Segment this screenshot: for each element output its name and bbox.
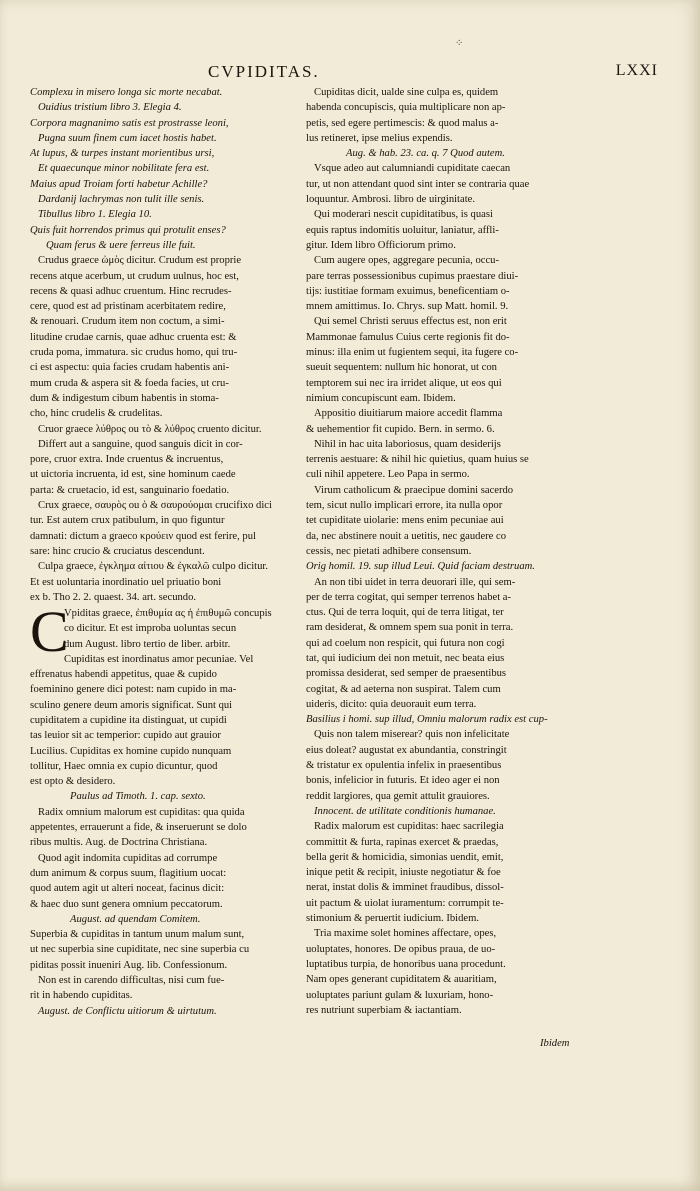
text-line: appetentes, errauerunt a fide, & inseruerunt se dolo xyxy=(30,822,247,834)
text-line: ribus multis. Aug. de Doctrina Christiana. xyxy=(30,837,208,849)
text-line: lus retineret, ipse melius expendis. xyxy=(306,132,453,144)
text-line: tet cupiditate uiolarie: mens enim pecuniae aui xyxy=(306,515,504,527)
text-line: culi nihil appetere. Leo Papa in sermo. xyxy=(306,469,470,481)
right-column xyxy=(306,85,574,1018)
text-line: cruda poma, immatura. sic crudus homo, qui tru- xyxy=(30,347,238,359)
text-line: Differt aut a sanguine, quod sanguis dicit in cor- xyxy=(38,438,243,450)
text-line: committit & furta, rapinas exercet & praedas, xyxy=(306,836,499,848)
text-line: damnati: dictum a graeco κρούειν quod est ferire, pul xyxy=(30,530,256,542)
text-line: ut uictoria incruenta, id est, sine hominum caede xyxy=(30,469,236,481)
text-line: cupiditatem a cupidine ita distinguat, ut cupidi xyxy=(30,714,227,726)
text-line: inique petit & recipit, iniuste negotiatur & foe xyxy=(306,867,501,879)
text-line: Qui semel Christi seruus effectus est, non erit xyxy=(314,316,507,328)
text-line: Quod agit indomita cupiditas ad corrumpe xyxy=(38,852,218,864)
text-line: eius doleat? augustat ex abundantia, constringit xyxy=(306,744,507,756)
text-line: Quam ferus & uere ferreus ille fuit. xyxy=(46,239,196,251)
text-line: loquuntur. Ambrosi. libro de uirginitate. xyxy=(306,194,475,206)
text-line: uit pactum & uiolat iuramentum: corrumpit te- xyxy=(306,897,504,909)
text-line: & uehementior fit cupido. Bern. in sermo. 6. xyxy=(306,423,495,435)
text-line: cere, quod est ad pristinam acerbitatem redire, xyxy=(30,301,226,313)
text-line: An non tibi uidet in terra deuorari ille, qui sem- xyxy=(314,576,516,588)
text-line: habenda concupiscis, quia multiplicare non ap- xyxy=(306,102,506,114)
text-line: Lucilius. Cupiditas ex homine cupido nunquam xyxy=(30,745,232,757)
text-line: August. de Conflictu uitiorum & uirtutum. xyxy=(38,1005,217,1017)
text-line: ci est aspectu: quia facies crudam habentis ani- xyxy=(30,362,230,374)
text-line: Qui moderari nescit cupiditatibus, is quasi xyxy=(314,209,493,221)
text-line: Corpora magnanimo satis est prostrasse leoni, xyxy=(30,117,229,129)
text-line: ram desiderat, & omnem spem sua ponit in terra. xyxy=(306,622,514,634)
text-line: sare: hinc crucio & cruciatus descendunt. xyxy=(30,545,205,557)
text-line: Cum augere opes, aggregare pecunia, occu- xyxy=(314,255,500,267)
text-line: Ouidius tristium libro 3. Elegia 4. xyxy=(38,102,182,114)
text-line: tollitur, Haec omnia ex cupio dicuntur, quod xyxy=(30,760,218,772)
text-line: Crux graece, σαυρὸς ou ὁ & σαυρούομαι crucifixo dici xyxy=(38,500,272,512)
text-line: uoluptates, honores. De opibus praua, de uo- xyxy=(306,943,496,955)
text-line: tas leuior sit ac temperior: cupido aut grauior xyxy=(30,730,221,742)
text-line: Mammonae famulus Cuius certe regionis fit do- xyxy=(306,331,510,343)
text-line: est opto & desidero. xyxy=(30,776,116,788)
text-line: August. ad quendam Comitem. xyxy=(70,913,201,925)
text-line: cessis, nec pietati adhibere consensum. xyxy=(306,545,472,557)
text-line: foeminino genere dici potest: nam cupido in ma- xyxy=(30,684,237,696)
text-line: Orig homil. 19. sup illud Leui. Quid faciam destruam. xyxy=(306,561,535,573)
text-line: sculino genere deum amoris significat. Sunt qui xyxy=(30,699,233,711)
text-line: bella gerit & homicidia, simonias uendit, emit, xyxy=(306,851,504,863)
text-line: Appositio diuitiarum maiore accedit flamma xyxy=(314,408,503,420)
text-line: promissa desiderat, sed semper de praesentibus xyxy=(306,668,507,680)
text-line: parta: & cruetacio, id est, sanguinario foedatio. xyxy=(30,484,230,496)
text-line: mnem amittimus. Io. Chrys. sup Matt. homil. 9. xyxy=(306,301,509,313)
text-line: At lupus, & turpes instant morientibus ursi, xyxy=(30,148,215,160)
text-line: Basilius i homi. sup illud, Omniu malorum radix est cup- xyxy=(306,714,548,726)
text-line: Virum catholicum & praecipue domini sacerdo xyxy=(314,484,514,496)
text-line: dum & indigestum cibum habentis in stoma- xyxy=(30,392,219,404)
text-line: Et quaecunque minor nobilitate fera est. xyxy=(38,163,210,175)
text-line: & haec duo sunt genera omnium peccatorum. xyxy=(30,898,223,910)
text-line: ex b. Tho 2. 2. quaest. 34. art. secundo. xyxy=(30,591,197,603)
text-line: Quis non talem miserear? quis non infelicitate xyxy=(314,729,510,741)
text-line: litudine crudae carnis, quae adhuc cruenta est: & xyxy=(30,331,237,343)
text-line: piditas possit inueniri Aug. lib. Confessionum. xyxy=(30,959,228,971)
drop-cap-lines xyxy=(64,606,304,667)
text-line: effrenatus habendi appetitus, quae & cupido xyxy=(30,669,217,681)
text-line: quod autem agit ut alteri noceat, facinus dicit: xyxy=(30,883,225,895)
text-line: Radix malorum est cupiditas: haec sacrilegia xyxy=(314,821,504,833)
text-line: rit in habendo cupiditas. xyxy=(30,990,133,1002)
text-line: recens & quasi adhuc cruentum. Hinc recrudes- xyxy=(30,285,232,297)
text-line: cogitat, & ad aeterna non suspirat. Talem cum xyxy=(306,683,501,695)
text-line: sueuit sequentem: nullum hic honorat, ut con xyxy=(306,362,497,374)
text-line: tat, qui iudicium dei non metuit, nec beata eius xyxy=(306,652,505,664)
text-line: Tibullus libro 1. Elegia 10. xyxy=(38,209,152,221)
text-line: dum August. libro tertio de liber. arbitr. xyxy=(64,638,231,650)
text-line: Nam opes generant cupiditatem & auaritiam, xyxy=(306,974,497,986)
text-line: petis, sed egere pertimescis: & quod malus a- xyxy=(306,117,499,129)
catchword: Ibidem xyxy=(540,1038,570,1049)
text-line: & tristatur ex opulentia infelix in praesentibus xyxy=(306,760,502,772)
text-line: Aug. & hab. 23. ca. q. 7 Quod autem. xyxy=(346,148,505,160)
text-line: uideris, dicito: quia deuorauit eum terra. xyxy=(306,698,477,710)
text-line: Complexu in misero longa sic morte necabat. xyxy=(30,87,223,98)
text-line: ctus. Qui de terra loquit, qui de terra litigat, ter xyxy=(306,607,504,619)
text-line: Cupiditas dicit, ualde sine culpa es, quidem xyxy=(314,87,499,98)
text-line: & renouari. Crudum item non coctum, a simi- xyxy=(30,316,225,328)
signature-mark: ⁘ xyxy=(455,38,464,49)
text-line: mum cruda & aspera sit & foeda facies, ut cru- xyxy=(30,377,229,389)
page-header xyxy=(28,62,668,84)
text-line: temptorem sui nec ira irridet alique, ut eos qui xyxy=(306,377,502,389)
text-line: Superbia & cupiditas in tantum unum malum sunt, xyxy=(30,929,245,941)
text-line: Nihil in hac uita laboriosus, quam desiderijs xyxy=(314,438,501,450)
text-line: equis raptus indomitis uoluitur, laniatur, affli- xyxy=(306,224,499,236)
text-line: Pugna suum finem cum iacet hostis habet. xyxy=(38,132,217,144)
text-line: luptatibus turpia, de honoribus uana procedunt. xyxy=(306,958,506,970)
text-line: res nutriunt superbiam & iactantiam. xyxy=(306,1004,462,1016)
text-line: Culpa graece, ἐγκλημα αἰτιου & ἐγκαλῶ culpo dicitur. xyxy=(38,561,268,573)
text-line: Crudus graece ὠμὸς dicitur. Crudum est proprie xyxy=(38,255,242,267)
text-line: bonis, infelicior in futuris. Et ideo ager ei non xyxy=(306,775,500,787)
text-line: Cupiditas est inordinatus amor pecuniae. Vel xyxy=(64,653,254,665)
text-line: minus: illa enim ut fugientem sequi, ita fugere co- xyxy=(306,347,519,359)
folio-number: LXXI xyxy=(615,62,658,79)
text-line: nerat, instat dolis & imminet fraudibus, dissol- xyxy=(306,882,504,894)
text-line: uoluptates pariunt gulam & luxuriam, hono- xyxy=(306,989,494,1001)
text-line: Paulus ad Timoth. 1. cap. sexto. xyxy=(70,791,206,803)
text-line: recens atque acerbum, ut crudum uulnus, hoc est, xyxy=(30,270,239,282)
text-line: cho, hinc crudelis & crudelitas. xyxy=(30,408,163,420)
text-line: stimonium & peruertit iudicium. Ibidem. xyxy=(306,913,480,925)
text-line: pore, cruor extra. Inde cruentus & incruentus, xyxy=(30,454,224,466)
text-line: gitur. Idem libro Officiorum primo. xyxy=(306,239,456,251)
text-line: Quis fuit horrendos primus qui protulit enses? xyxy=(30,224,226,236)
text-line: nimium concupiscunt eam. Ibidem. xyxy=(306,392,456,404)
text-line: dum animum & corpus suum, flagitium uocat: xyxy=(30,867,227,879)
text-line: per de terra cogitat, qui semper terrenos habet a- xyxy=(306,591,512,603)
left-column xyxy=(30,85,305,1019)
text-line: tem, sicut nullo implicari errore, ita nulla opor xyxy=(306,500,503,512)
text-line: reddit largiores, qua gemit attulit grauiores. xyxy=(306,790,490,802)
drop-cap-paragraph xyxy=(30,599,305,667)
text-line: Vpiditas graece, ἐπιθυμία ας ἡ ἐπιθυμῶ concupis xyxy=(64,608,272,620)
text-line: Et est uoluntaria inordinatio uel priuatio boni xyxy=(30,576,222,588)
text-line: tijs: iustitiae formam exuimus, beneficentiam o- xyxy=(306,285,510,297)
text-line: ut nec superbia sine cupiditate, nec sine superbia cu xyxy=(30,944,250,956)
text-line: Radix omnium malorum est cupiditas: qua quida xyxy=(38,806,245,818)
text-line: qui ad coelum non respicit, qui futura non cogi xyxy=(306,637,505,649)
text-line: Tria maxime solet homines affectare, opes, xyxy=(314,928,497,940)
text-line: Vsque adeo aut calumniandi cupiditate caecan xyxy=(314,163,511,175)
text-line: Non est in carendo difficultas, nisi cum fue- xyxy=(38,975,225,987)
text-line: terrenis aestuare: & nihil hic quietius, quam huius se xyxy=(306,454,529,466)
text-line: Dardanij lachrymas non tulit ille senis. xyxy=(38,194,205,206)
text-line: Maius apud Troiam forti habetur Achille? xyxy=(30,178,208,190)
text-line: da, nec abstinere nouit a uetitis, nec gaudere co xyxy=(306,530,507,542)
text-line: tur. Est autem crux patibulum, in quo figuntur xyxy=(30,515,225,527)
text-line: pare terras possessionibus cupimus praestare diui- xyxy=(306,270,519,282)
running-title: CVPIDITAS. xyxy=(208,62,320,81)
text-line: Cruor graece λύθρος ou τὸ & λύθρος cruento dicitur. xyxy=(38,423,262,435)
drop-cap: C xyxy=(30,599,69,665)
text-line: co dicitur. Et est improba uoluntas secun xyxy=(64,623,237,635)
text-line: tur, ut non attendant quod sint inter se contraria quae xyxy=(306,178,530,190)
text-line: Innocent. de utilitate conditionis humanae. xyxy=(314,805,496,817)
